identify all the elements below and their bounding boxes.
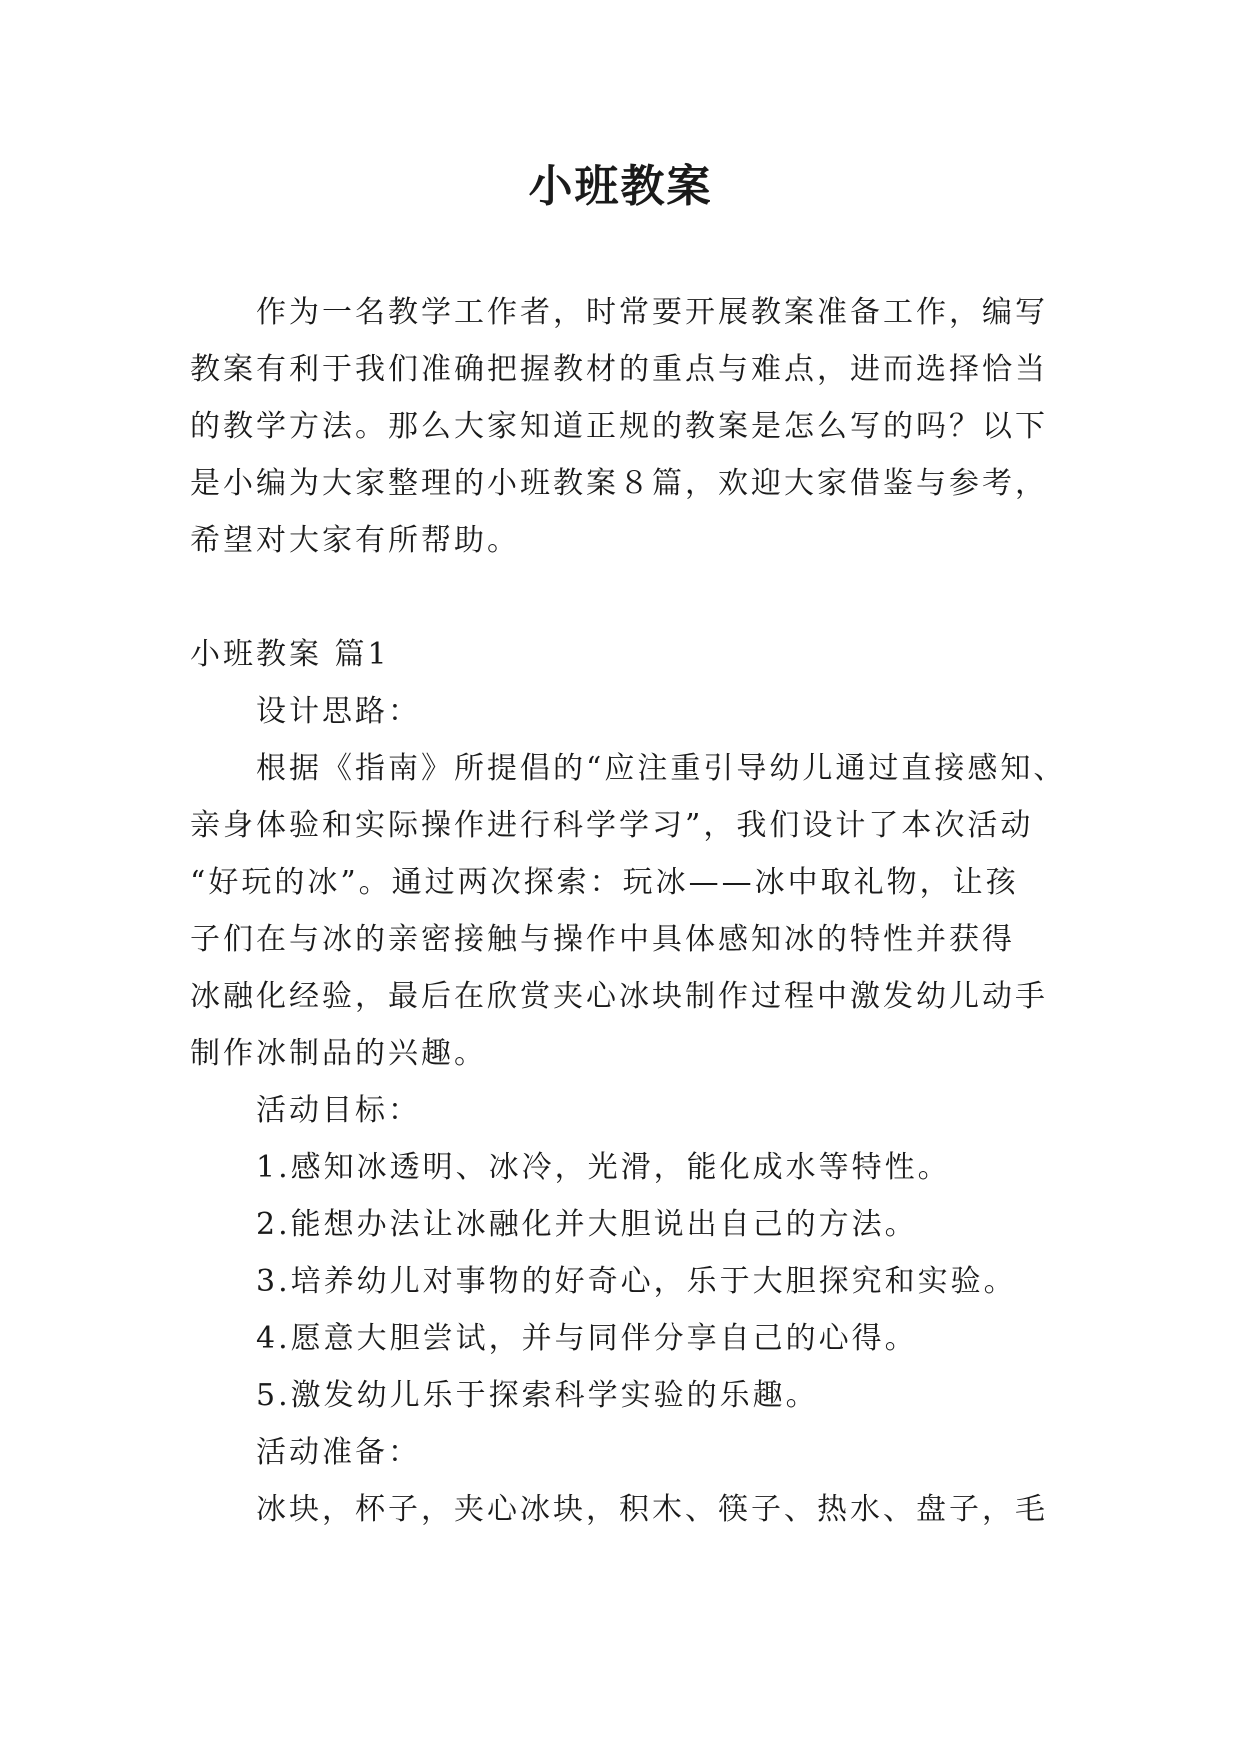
design-line-3: “好玩的冰”。通过两次探索：玩冰——冰中取礼物，让孩 bbox=[190, 865, 1019, 900]
goal-item-5: 5.激发幼儿乐于探索科学实验的乐趣。 bbox=[256, 1378, 819, 1413]
design-line-2: 亲身体验和实际操作进行科学学习”，我们设计了本次活动 bbox=[190, 808, 1034, 843]
intro-line-2: 教案有利于我们准确把握教材的重点与难点，进而选择恰当 bbox=[190, 352, 1048, 387]
intro-line-1: 作为一名教学工作者，时常要开展教案准备工作，编写 bbox=[256, 295, 1048, 330]
goal-item-4: 4.愿意大胆尝试，并与同伴分享自己的心得。 bbox=[256, 1321, 918, 1356]
design-line-6: 制作冰制品的兴趣。 bbox=[190, 1036, 487, 1071]
goal-item-2: 2.能想办法让冰融化并大胆说出自己的方法。 bbox=[256, 1207, 918, 1242]
goals-label: 活动目标： bbox=[256, 1093, 421, 1128]
design-line-1: 根据《指南》所提倡的“应注重引导幼儿通过直接感知、 bbox=[256, 751, 1067, 786]
design-line-5: 冰融化经验，最后在欣赏夹心冰块制作过程中激发幼儿动手 bbox=[190, 979, 1048, 1014]
goal-item-1: 1.感知冰透明、冰冷，光滑，能化成水等特性。 bbox=[256, 1150, 951, 1185]
goal-item-3: 3.培养幼儿对事物的好奇心，乐于大胆探究和实验。 bbox=[256, 1264, 1017, 1299]
design-label: 设计思路： bbox=[256, 694, 421, 729]
design-line-4: 子们在与冰的亲密接触与操作中具体感知冰的特性并获得 bbox=[190, 922, 1015, 957]
prep-line: 冰块，杯子，夹心冰块，积木、筷子、热水、盘子，毛 bbox=[256, 1492, 1048, 1527]
intro-line-4: 是小编为大家整理的小班教案８篇，欢迎大家借鉴与参考， bbox=[190, 466, 1048, 501]
intro-line-3: 的教学方法。那么大家知道正规的教案是怎么写的吗？以下 bbox=[190, 409, 1048, 444]
section-heading: 小班教案 篇1 bbox=[190, 637, 390, 672]
intro-line-5: 希望对大家有所帮助。 bbox=[190, 523, 520, 558]
prep-label: 活动准备： bbox=[256, 1435, 421, 1470]
page-title: 小班教案 bbox=[528, 161, 713, 212]
